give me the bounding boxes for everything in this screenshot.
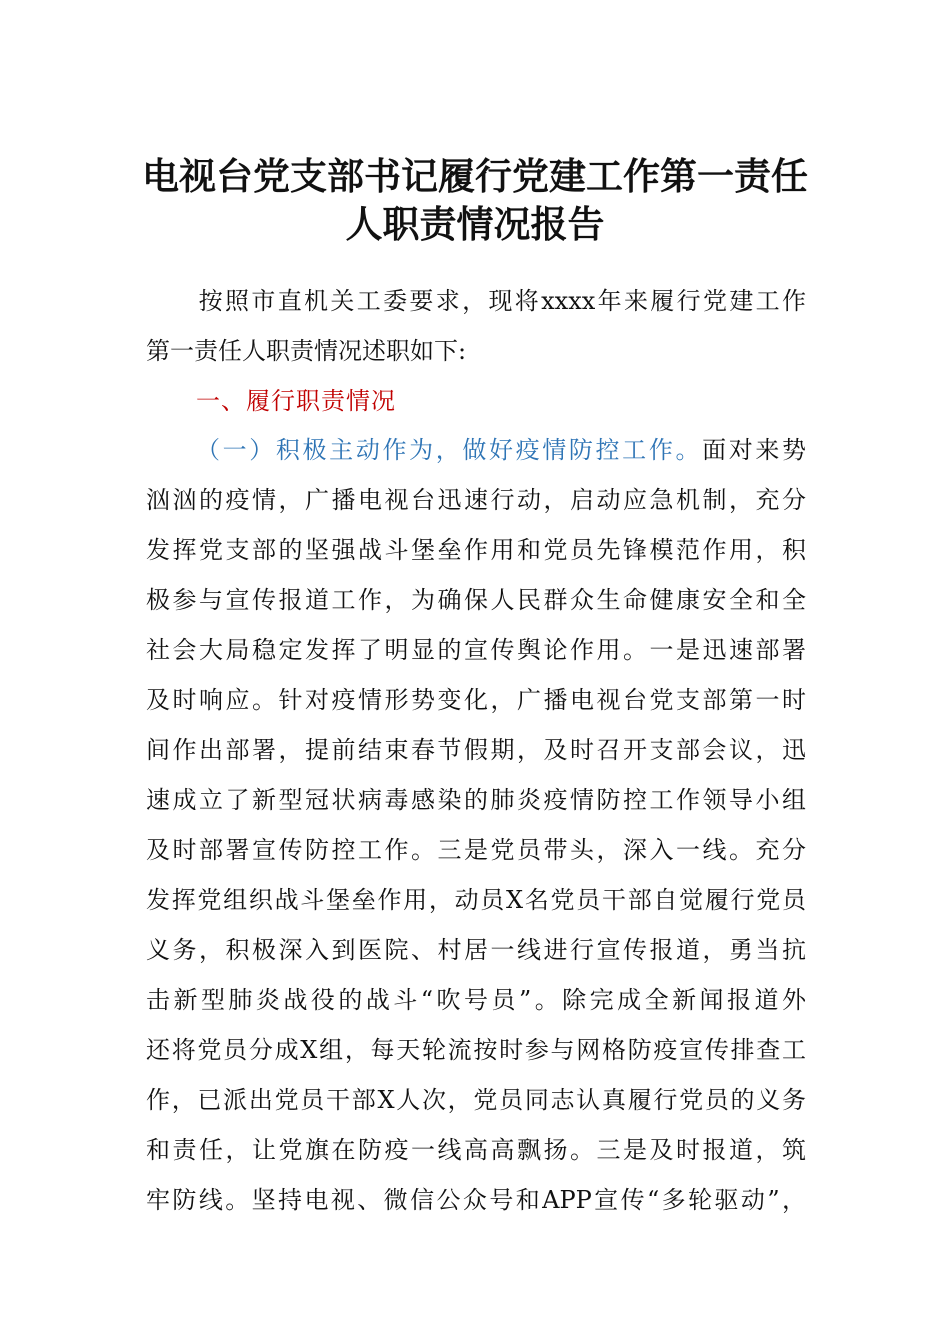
intro-paragraph-line: 按照市直机关工委要求，现将xxxx年来履行党建工作: [146, 287, 806, 315]
document-title-line-1: 电视台党支部书记履行党建工作第一责任: [142, 154, 808, 198]
body-line: 及时部署宣传防控工作。三是党员带头，深入一线。充分: [146, 836, 806, 864]
section-heading: 一、履行职责情况: [196, 387, 396, 415]
body-line: 速成立了新型冠状病毒感染的肺炎疫情防控工作领导小组: [146, 786, 806, 814]
body-line: 还将党员分成X组，每天轮流按时参与网格防疫宣传排查工: [146, 1036, 806, 1064]
body-line: 发挥党组织战斗堡垒作用，动员X名党员干部自觉履行党员: [146, 886, 806, 914]
body-line: 击新型肺炎战役的战斗“吹号员”。除完成全新闻报道外: [146, 986, 806, 1014]
subsection-title: （一）积极主动作为，做好疫情防控工作。: [196, 436, 703, 464]
subsection-first-line-rest: 面对来势: [702, 436, 806, 464]
body-line: 牢防线。坚持电视、微信公众号和APP宣传“多轮驱动”，: [146, 1186, 806, 1214]
intro-paragraph-line: 第一责任人职责情况述职如下:: [146, 337, 467, 365]
body-line: 社会大局稳定发挥了明显的宣传舆论作用。一是迅速部署: [146, 636, 806, 664]
body-line: 及时响应。针对疫情形势变化，广播电视台党支部第一时: [146, 686, 806, 714]
body-line: 发挥党支部的坚强战斗堡垒作用和党员先锋模范作用，积: [146, 536, 806, 564]
document-title-line-2: 人职责情况报告: [345, 202, 605, 246]
body-line: 间作出部署，提前结束春节假期，及时召开支部会议，迅: [146, 736, 806, 764]
body-line: 作，已派出党员干部X人次，党员同志认真履行党员的义务: [146, 1086, 806, 1114]
body-line: 和责任，让党旗在防疫一线高高飘扬。三是及时报道，筑: [146, 1136, 806, 1164]
body-line: 义务，积极深入到医院、村居一线进行宣传报道，勇当抗: [146, 936, 806, 964]
body-line: 汹汹的疫情，广播电视台迅速行动，启动应急机制，充分: [146, 486, 806, 514]
body-line: 极参与宣传报道工作，为确保人民群众生命健康安全和全: [146, 586, 806, 614]
subsection-first-line: [146, 425, 806, 475]
